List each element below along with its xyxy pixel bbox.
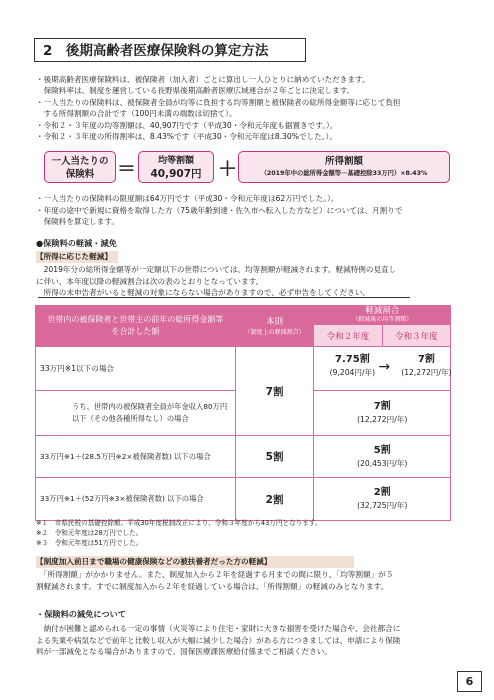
row-label: うち、世帯内の被保険者全員が年金収入80万円以下（その他各種所得なし）の場合 (36, 391, 236, 436)
both-rate: 5割 (373, 444, 391, 456)
both-amount: (20,453円/年) (357, 458, 408, 468)
reduction-values (314, 347, 451, 391)
reduction-text: 2019年分の総所得金額等が一定額以下の世帯については、均等割額が軽減されます。軽減特例の見直し (36, 265, 397, 274)
row-label: 33万円※1＋(52万円※3×被保険者数) 以下の場合 (36, 478, 236, 521)
dependents-text: 「所得割額」がかかりません。また、制度加入から２年を経過する月までの間に限り、「均等割額」が５ (36, 570, 394, 579)
both-amount: (12,272円/年) (357, 415, 408, 424)
r2-rate: 7.75割 (335, 354, 370, 365)
exemption-text: 納付が困難と認められる一定の事情（火災等により住宅・家財に大きな損害を受けた場合や、会社都合に (36, 624, 401, 633)
limit-line: ・一人当たりの保険料の限度額は64万円です（平成30・令和元年度は62万円でした。）。 (36, 194, 339, 203)
dependents-heading: 【制度加入前日まで職場の健康保険などの被扶養者だった方の軽減】 (36, 557, 272, 566)
per-person-premium-box (44, 151, 116, 183)
r2-amount: (9,204円/年) (329, 368, 376, 377)
arrow-icon: → (378, 359, 391, 375)
equals-sign: ＝ (117, 158, 137, 180)
exemption-text: よる失業や病気などで前年と比較し収入が大幅に減少した場合）がある方につきましては、申請により保険 (36, 636, 401, 645)
shotoku-detail: （2019年中の総所得金額等－基礎控除33万円）×8.43% (260, 170, 428, 177)
intro-line: ・一人当たりの保険料は、被保険者全員が均等に負担する均等割額と被保険者の総所得金額等に応じて負担 (36, 98, 401, 107)
limit-line: ・年度の途中で新規に資格を取得した方（75歳年齢到達・佐久市へ転入した方など）については、月割りで (36, 206, 403, 215)
footnote: ※２ 令和元年度は28万円でした。 (36, 529, 143, 537)
reduction-text: に伴い、本年度以降の軽減割合は次の表のとおりとなっています。 (36, 277, 264, 286)
footnote: ※１ 市県民税の基礎控除額。平成30年度税制改正により、令和３年度から43万円となります。 (36, 519, 322, 527)
reduction-sub: （軽減後の均等割額） (352, 316, 413, 323)
reduction-values (314, 391, 451, 436)
intro-line: ・後期高齢者医療保険料は、被保険者（加入者）ごとに算出し一人ひとりに納めていただきます。 (36, 75, 370, 84)
exemption-heading: ・保険料の減免について (36, 609, 126, 619)
r3-rate: 7割 (417, 354, 435, 365)
both-rate: 7割 (373, 401, 391, 412)
row-label: 33万円※1以下の場合 (36, 347, 236, 391)
honsoku-sub: （制度上の軽減割合） (244, 328, 305, 336)
footnote: ※３ 令和元年度は51万円でした。 (36, 539, 143, 547)
kintou-label: 均等割額 (157, 156, 194, 166)
per-person-label: 保険料 (65, 169, 95, 180)
column-header-honsoku (235, 306, 314, 347)
per-person-label: 一人当たりの (51, 156, 109, 167)
honsoku-header: 本則 (266, 316, 284, 327)
reduction-text: 所得の未申告者がいると軽減の対象にならない場合がありますので、必ず申告をしてください。 (36, 288, 370, 297)
table-row (36, 478, 451, 521)
reduction-values (314, 478, 451, 521)
reduction-heading: ●保険料の軽減・減免 (36, 238, 117, 248)
income-reduction-heading: 【所得に応じた軽減】 (36, 252, 112, 261)
table-row (36, 436, 451, 478)
plus-sign: ＋ (218, 158, 238, 180)
both-rate: 2割 (373, 487, 391, 498)
column-header-r3: 令和３年度 (382, 325, 450, 347)
exemption-text: 料が一部減免となる場合がありますので、国保医療課医療給付係までご相談ください。 (36, 647, 332, 656)
honsoku-value: 7割 (235, 347, 314, 436)
reduction-table (35, 305, 451, 521)
page-number: 6 (457, 671, 482, 692)
intro-line: 保険料率は、制度を運営している長野県後期高齢者医療広域連合が２年ごとに決定します。 (36, 86, 355, 95)
reduction-values (314, 436, 451, 478)
row-label: 33万円※1＋(28.5万円※2×被保険者数) 以下の場合 (36, 436, 236, 478)
table-row (36, 347, 451, 391)
column-header-income: 世帯内の被保険者と世帯主の前年の総所得金額等を合計した額 (36, 306, 236, 347)
shotoku-box (238, 151, 450, 183)
column-header-r2: 令和２年度 (314, 325, 382, 347)
both-amount: (32,725円/年) (357, 501, 408, 510)
dependents-text: 割軽減されます。すでに制度加入から２年を経過している場合は、「所得割額」の軽減のみとなります。 (36, 582, 389, 591)
reduction-header: 軽減割合 (365, 306, 400, 316)
kintou-box (138, 151, 214, 183)
honsoku-value: 2割 (235, 478, 314, 521)
kintou-value: 40,907円 (150, 168, 202, 180)
intro-line: ・令和２・３年度の所得割率は、8.43%です（平成30・令和元年度は8.30%でした。）。 (36, 132, 337, 141)
page-title: 2 後期高齢者医療保険料の算定方法 (34, 38, 306, 62)
shotoku-label: 所得割額 (324, 156, 363, 167)
limit-line: 保険料を算定します。 (36, 217, 119, 226)
column-header-reduction (314, 306, 451, 325)
r3-amount: (12,272円/年) (401, 368, 452, 377)
intro-line: ・令和２・３年度の均等割額は、40,907円です（平成30・令和元年度も据置きです。）。 (36, 121, 338, 130)
honsoku-value: 5割 (235, 436, 314, 478)
intro-line: する所得割額の合計です（100円未満の端数は切捨て）。 (36, 109, 237, 118)
